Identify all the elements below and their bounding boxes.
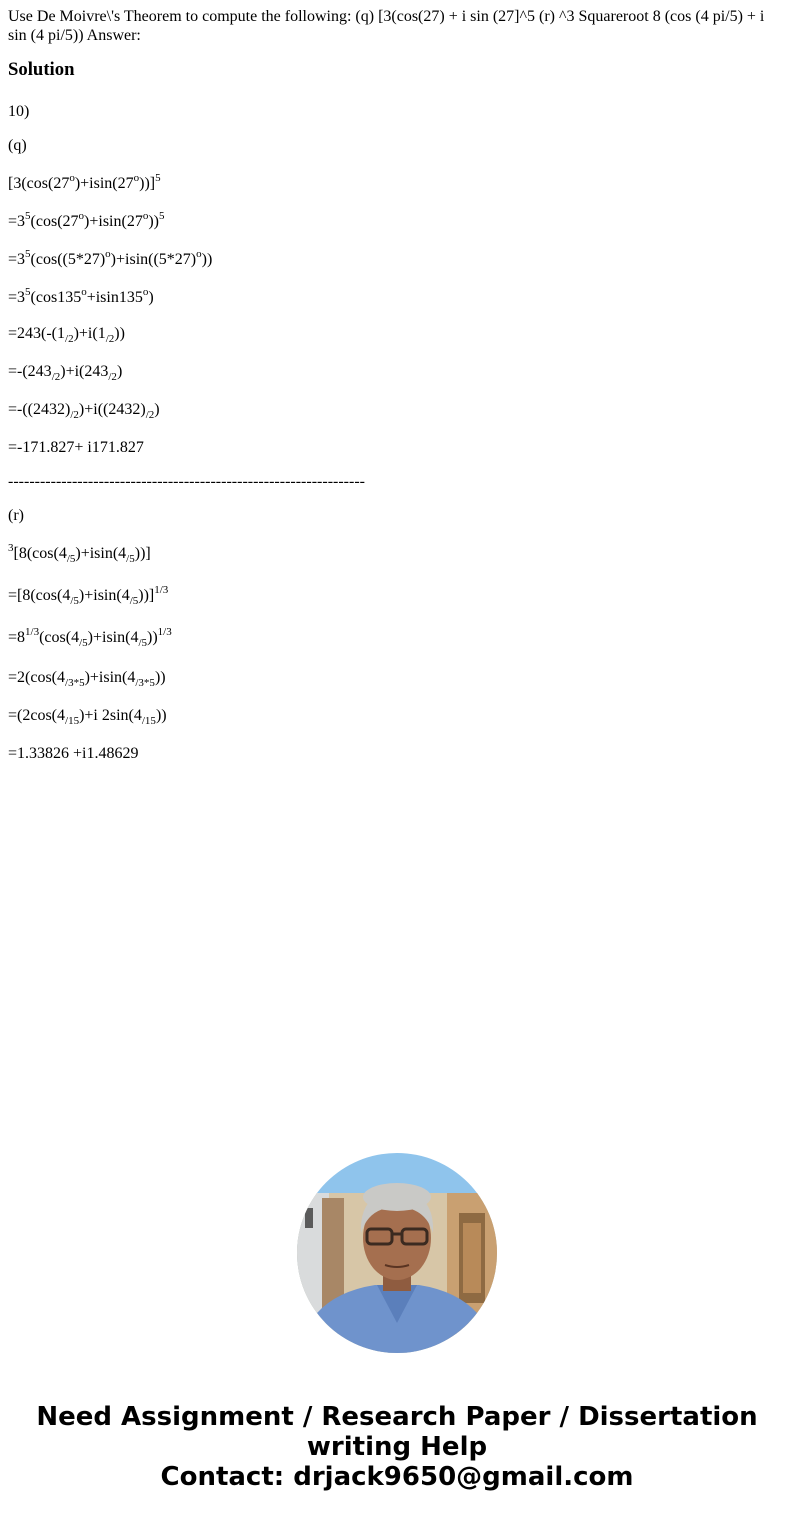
part-q-label: (q): [8, 137, 27, 154]
divider: -------------------------------------------------------------------: [8, 473, 365, 490]
part-q-line-7: $=-((2432)_{/2})+i((2432)_{/2})$: [8, 401, 160, 421]
part-q-line-6: $=-(243_{/2})+i(243_{/2})$: [8, 363, 123, 383]
question-block: [8, 7, 786, 81]
part-r-label: (r): [8, 507, 24, 524]
part-q-line-3: $=3^5(\cos((5*27)^o)+isin((5*27)^o))$: [8, 248, 213, 268]
part-q-line-5: $=243(-(1_{/2})+i(1_{/2}))$: [8, 325, 125, 345]
solution-heading: Solution: [8, 59, 75, 80]
question-text: Use De Moivre\'s Theorem to compute the following: (q) [3(cos(27) + i sin (27]^5 (r) ^3 Squareroot 8 (cos (4 pi/5) + i sin (4 pi/5)) Answer:: [8, 8, 765, 44]
part-r-result: =1.33826 +i1.48629: [8, 745, 139, 762]
promo-line-1: Need Assignment / Research Paper / Dissertation: [36, 1402, 758, 1432]
part-r-line-1: $^3[8(\cos(4_{/5})+isin(4_{/5}))]$: [8, 542, 151, 565]
author-photo: [297, 1153, 497, 1353]
part-q-line-1: $[3(\cos(27^o)+isin(27^o))]^5$: [8, 172, 161, 192]
part-r-line-2: $=[8(\cos(4_{/5})+isin(4_{/5}))]^{1/3}$: [8, 584, 169, 607]
part-r-line-3: $=8^{1/3}(\cos(4_{/5})+isin(4_{/5}))^{1/3}$: [8, 626, 172, 649]
part-r-line-4: $=2(\cos(4_{/3*5})+isin(4_{/3*5}))$: [8, 669, 166, 689]
part-q-result: =-171.827+ i171.827: [8, 439, 144, 456]
part-r-line-5: $=(2\cos(4_{/15})+i$ $2\sin(4_{/15})$): [8, 707, 167, 727]
part-q-line-4: $=3^5(\cos 135^o+isin135^o)$: [8, 286, 154, 306]
problem-number: 10): [8, 103, 30, 120]
promo-contact: Contact: drjack9650@gmail.com: [160, 1462, 634, 1492]
part-q-line-2: $=3^5(\cos(27^o)+isin(27^o))^5$: [8, 210, 165, 230]
promo-banner: [0, 1402, 794, 1492]
promo-line-2: writing Help: [306, 1432, 488, 1462]
